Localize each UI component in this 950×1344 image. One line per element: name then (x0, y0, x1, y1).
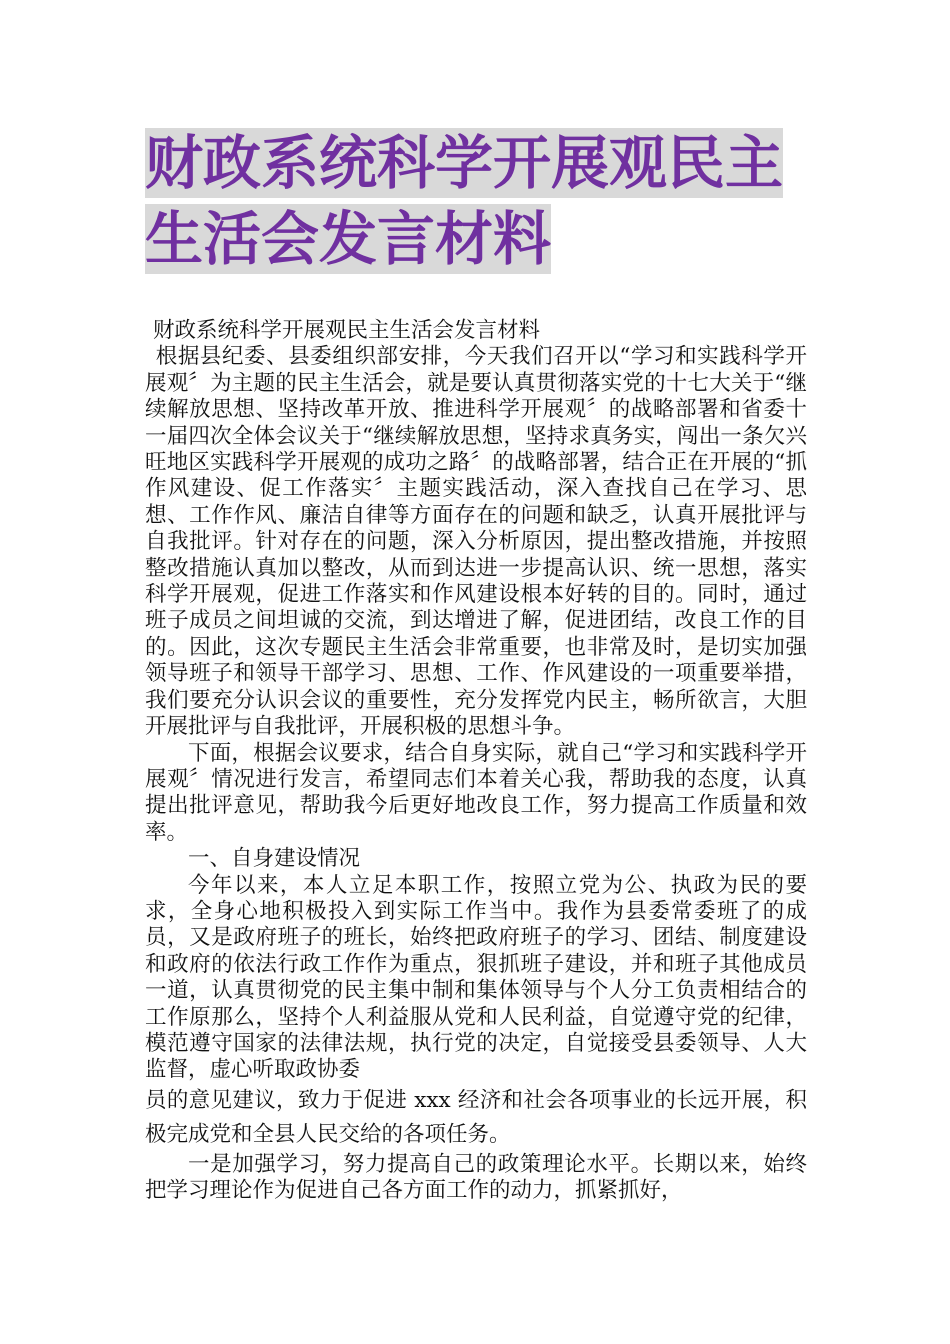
document-title (145, 128, 815, 274)
title-line-1: 财政系统科学开展观民主 (145, 129, 784, 197)
title-line-2: 生活会发言材料 (145, 205, 552, 273)
paragraph-self-building-tail: 员的意见建议，致力于促进 xxx 经济和社会各项事业的长远开展，积极完成党和全县人民交给的各项任务。 (145, 1087, 807, 1147)
paragraph-study: 一是加强学习，努力提高自己的政策理论水平。长期以来，始终把学习理论作为促进自己各方面工作的动力，抓紧抓好， (145, 1151, 807, 1204)
paragraph-purpose: 下面，根据会议要求，结合自身实际，就自己“学习和实践科学开展观〞情况进行发言，希望同志们本着关心我，帮助我的态度，认真提出批评意见，帮助我今后更好地改良工作，努力提高工作质量和效率。 (145, 740, 807, 845)
document-subtitle: 财政系统科学开展观民主生活会发言材料 (153, 318, 541, 343)
document-body (145, 318, 807, 1205)
paragraph-self-building: 今年以来，本人立足本职工作，按照立党为公、执政为民的要求，全身心地积极投入到实际工作当中。我作为县委常委班了的成员，又是政府班子的班长，始终把政府班子的学习、团结、制度建设和政府的依法行政工作作为重点，狠抓班子建设，并和班子其他成员一道，认真贯彻党的民主集中制和集体领导与个人分工负责相结合的工作原那么，坚持个人利益服从党和人民利益，自觉遵守党的纪律，模范遵守国家的法律法规，执行党的决定，自觉接受县委领导、人大监督，虚心听取政协委 (145, 872, 807, 1083)
paragraph-intro: 根据县纪委、县委组织部安排，今天我们召开以“学习和实践科学开展观〞为主题的民主生活会，就是要认真贯彻落实党的十七大关于“继续解放思想、坚持改革开放、推进科学开展观〞的战略部署和省委十一届四次全体会议关于“继续解放思想，坚持求真务实，闯出一条欠兴旺地区实践科学开展观的成功之路〞的战略部署，结合正在开展的“抓作风建设、促工作落实〞主题实践活动，深入查找自己在学习、思想、工作作风、廉洁自律等方面存在的问题和缺乏，认真开展批评与自我批评。针对存在的问题，深入分析原因，提出整改措施，并按照整改措施认真加以整改，从而到达进一步提高认识、统一思想，落实科学开展观，促进工作落实和作风建设根本好转的目的。同时，通过班子成员之间坦诚的交流，到达增进了解，促进团结，改良工作的目的。因此，这次专题民主生活会非常重要，也非常及时，是切实加强领导班子和领导干部学习、思想、工作、作风建设的一项重要举措，我们要充分认识会议的重要性，充分发挥党内民主，畅所欲言，大胆开展批评与自我批评，开展积极的思想斗争。 (145, 344, 807, 740)
section-heading-self-building: 一、自身建设情况 (188, 846, 361, 872)
